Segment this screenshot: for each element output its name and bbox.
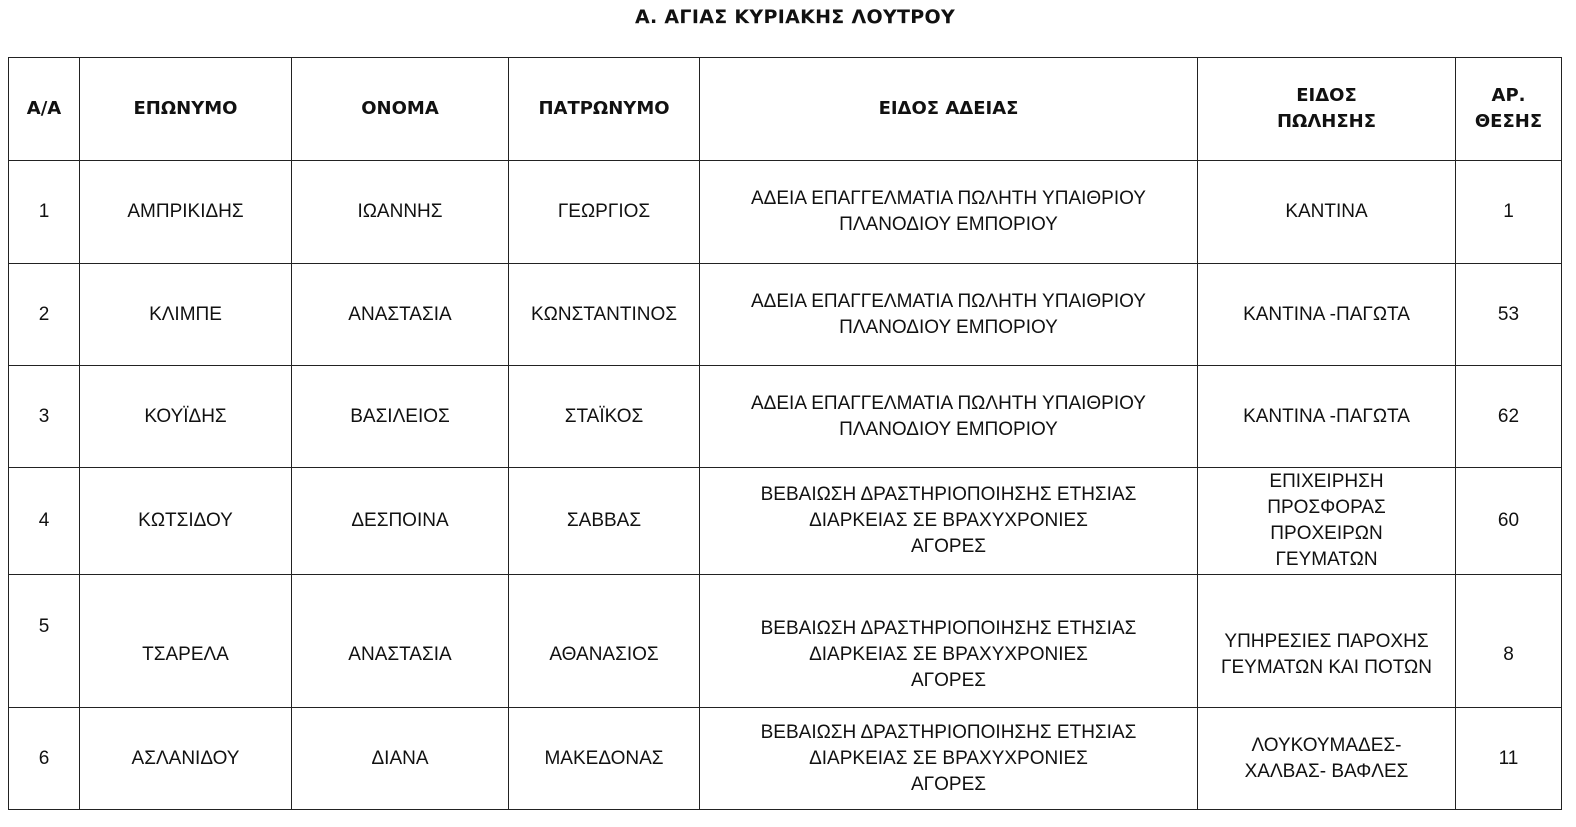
cell-aa-text: 3	[38, 405, 50, 427]
cell-license-type	[700, 366, 1198, 468]
cell-patronymic	[509, 264, 700, 366]
cell-name-text: ΑΝΑΣΤΑΣΙΑ	[348, 644, 452, 665]
cell-position	[1456, 264, 1562, 366]
cell-surname-text: ΚΩΤΣΙΔΟΥ	[138, 510, 233, 531]
table-body	[9, 161, 1562, 810]
cell-aa-text: 6	[38, 747, 50, 769]
cell-position	[1456, 161, 1562, 264]
cell-aa-text: 2	[38, 303, 50, 325]
cell-patronymic	[509, 575, 700, 708]
cell-surname-text: ΑΜΠΡΙΚΙΔΗΣ	[127, 201, 244, 222]
cell-license-type-line: ΒΕΒΑΙΩΣΗ ΔΡΑΣΤΗΡΙΟΠΟΙΗΣΗΣ ΕΤΗΣΙΑΣ	[760, 721, 1137, 743]
cell-name	[292, 161, 509, 264]
cell-license-type-line: ΠΛΑΝΟΔΙΟΥ ΕΜΠΟΡΙΟΥ	[839, 214, 1058, 235]
cell-position-text: 62	[1497, 405, 1520, 427]
cell-sale-type-line: ΚΑΝΤΙΝΑ -ΠΑΓΩΤΑ	[1243, 303, 1410, 325]
cell-position-text: 1	[1503, 201, 1514, 222]
cell-license-type-line: ΑΔΕΙΑ ΕΠΑΓΓΕΛΜΑΤΙΑ ΠΩΛΗΤΗ ΥΠΑΙΘΡΙΟΥ	[751, 290, 1146, 312]
cell-position-text: 60	[1497, 510, 1520, 531]
header-sale-type-line: ΠΩΛΗΣΗΣ	[1276, 111, 1377, 132]
cell-patronymic-text: ΓΕΩΡΓΙΟΣ	[557, 201, 651, 222]
cell-patronymic-text: ΣΤΑΪΚΟΣ	[564, 405, 644, 427]
header-sale-type	[1198, 58, 1456, 161]
cell-surname-text: ΑΣΛΑΝΙΔΟΥ	[131, 747, 240, 769]
cell-license-type-line: ΒΕΒΑΙΩΣΗ ΔΡΑΣΤΗΡΙΟΠΟΙΗΣΗΣ ΕΤΗΣΙΑΣ	[760, 618, 1137, 639]
cell-name	[292, 468, 509, 575]
cell-sale-type-line: ΓΕΥΜΑΤΩΝ ΚΑΙ ΠΟΤΩΝ	[1221, 657, 1432, 678]
cell-aa	[9, 161, 80, 264]
cell-license-type-line: ΔΙΑΡΚΕΙΑΣ ΣΕ ΒΡΑΧΥΧΡΟΝΙΕΣ	[809, 644, 1088, 665]
cell-sale-type-line: ΚΑΝΤΙΝΑ -ΠΑΓΩΤΑ	[1243, 405, 1410, 427]
table-row	[9, 708, 1562, 810]
cell-license-type	[700, 264, 1198, 366]
cell-aa	[9, 264, 80, 366]
cell-aa	[9, 708, 80, 810]
cell-surname-text: ΤΣΑΡΕΛΑ	[142, 644, 229, 665]
table-row	[9, 575, 1562, 708]
cell-patronymic	[509, 468, 700, 575]
cell-surname	[80, 708, 292, 810]
cell-patronymic-text: ΜΑΚΕΔΟΝΑΣ	[544, 747, 664, 769]
vendor-registry-table	[8, 57, 1562, 810]
cell-patronymic	[509, 161, 700, 264]
cell-license-type-line: ΠΛΑΝΟΔΙΟΥ ΕΜΠΟΡΙΟΥ	[839, 316, 1058, 338]
cell-license-type-line: ΒΕΒΑΙΩΣΗ ΔΡΑΣΤΗΡΙΟΠΟΙΗΣΗΣ ΕΤΗΣΙΑΣ	[760, 484, 1137, 505]
cell-license-type	[700, 468, 1198, 575]
header-aa: Α/Α	[9, 58, 80, 161]
cell-aa-text: 4	[38, 510, 50, 531]
cell-license-type-line: ΑΓΟΡΕΣ	[910, 773, 986, 795]
cell-license-type	[700, 575, 1198, 708]
cell-license-type-line: ΑΔΕΙΑ ΕΠΑΓΓΕΛΜΑΤΙΑ ΠΩΛΗΤΗ ΥΠΑΙΘΡΙΟΥ	[751, 392, 1146, 414]
cell-surname	[80, 575, 292, 708]
cell-patronymic-text: ΑΘΑΝΑΣΙΟΣ	[549, 644, 659, 665]
cell-position	[1456, 575, 1562, 708]
cell-sale-type	[1198, 264, 1456, 366]
table-row	[9, 366, 1562, 468]
header-position-line: ΘΕΣΗΣ	[1474, 111, 1543, 132]
cell-license-type-line: ΑΓΟΡΕΣ	[910, 536, 986, 557]
cell-sale-type-line: ΚΑΝΤΙΝΑ	[1285, 201, 1368, 222]
cell-position-text: 8	[1503, 644, 1514, 665]
cell-name-text: ΑΝΑΣΤΑΣΙΑ	[348, 303, 452, 325]
cell-patronymic	[509, 366, 700, 468]
cell-sale-type-line: ΓΕΥΜΑΤΩΝ	[1275, 549, 1378, 570]
cell-name-text: ΒΑΣΙΛΕΙΟΣ	[350, 405, 450, 427]
cell-license-type-line: ΠΛΑΝΟΔΙΟΥ ΕΜΠΟΡΙΟΥ	[839, 418, 1058, 440]
header-position-line: ΑΡ.	[1491, 85, 1526, 106]
cell-position-text: 53	[1497, 303, 1520, 325]
cell-sale-type-line: ΕΠΙΧΕΙΡΗΣΗ	[1269, 471, 1384, 492]
cell-sale-type	[1198, 366, 1456, 468]
cell-sale-type-line: ΧΑΛΒΑΣ- ΒΑΦΛΕΣ	[1244, 760, 1409, 782]
cell-sale-type	[1198, 468, 1456, 575]
cell-sale-type	[1198, 161, 1456, 264]
cell-license-type	[700, 708, 1198, 810]
cell-name	[292, 366, 509, 468]
cell-surname-text: ΚΟΥΪΔΗΣ	[144, 405, 227, 427]
table-header-row	[9, 58, 1562, 161]
cell-license-type-line: ΑΔΕΙΑ ΕΠΑΓΓΕΛΜΑΤΙΑ ΠΩΛΗΤΗ ΥΠΑΙΘΡΙΟΥ	[751, 188, 1146, 209]
header-position	[1456, 58, 1562, 161]
cell-surname	[80, 468, 292, 575]
cell-sale-type	[1198, 575, 1456, 708]
cell-sale-type-line: ΛΟΥΚΟΥΜΑΔΕΣ-	[1251, 734, 1402, 756]
header-surname: ΕΠΩΝΥΜΟ	[80, 58, 292, 161]
header-sale-type-line: ΕΙΔΟΣ	[1296, 85, 1357, 106]
cell-surname	[80, 366, 292, 468]
cell-name-text: ΔΕΣΠΟΙΝΑ	[351, 510, 449, 531]
cell-name	[292, 708, 509, 810]
cell-position	[1456, 366, 1562, 468]
cell-name-text: ΙΩΑΝΝΗΣ	[357, 201, 443, 222]
cell-aa	[9, 575, 80, 708]
cell-position	[1456, 708, 1562, 810]
cell-sale-type-line: ΠΡΟΣΦΟΡΑΣ	[1267, 497, 1386, 518]
cell-surname-text: ΚΛΙΜΠΕ	[149, 303, 222, 325]
header-name: ΟΝΟΜΑ	[292, 58, 509, 161]
page-title: Α. ΑΓΙΑΣ ΚΥΡΙΑΚΗΣ ΛΟΥΤΡΟΥ	[634, 6, 956, 28]
cell-surname	[80, 264, 292, 366]
cell-surname	[80, 161, 292, 264]
cell-patronymic	[509, 708, 700, 810]
table-row	[9, 264, 1562, 366]
cell-patronymic-text: ΣΑΒΒΑΣ	[566, 510, 642, 531]
header-license-type: ΕΙΔΟΣ ΑΔΕΙΑΣ	[700, 58, 1198, 161]
cell-aa	[9, 468, 80, 575]
cell-aa	[9, 366, 80, 468]
cell-name-text: ΔΙΑΝΑ	[371, 747, 429, 769]
cell-position	[1456, 468, 1562, 575]
cell-sale-type	[1198, 708, 1456, 810]
cell-sale-type-line: ΠΡΟΧΕΙΡΩΝ	[1270, 523, 1383, 544]
cell-license-type	[700, 161, 1198, 264]
cell-aa-text: 1	[38, 201, 50, 222]
cell-position-text: 11	[1498, 747, 1519, 769]
cell-name	[292, 264, 509, 366]
table-row	[9, 468, 1562, 575]
table-row	[9, 161, 1562, 264]
cell-name	[292, 575, 509, 708]
cell-aa-text: 5	[38, 616, 50, 637]
cell-license-type-line: ΔΙΑΡΚΕΙΑΣ ΣΕ ΒΡΑΧΥΧΡΟΝΙΕΣ	[809, 510, 1088, 531]
cell-license-type-line: ΑΓΟΡΕΣ	[910, 670, 986, 691]
cell-license-type-line: ΔΙΑΡΚΕΙΑΣ ΣΕ ΒΡΑΧΥΧΡΟΝΙΕΣ	[809, 747, 1088, 769]
cell-patronymic-text: ΚΩΝΣΤΑΝΤΙΝΟΣ	[530, 303, 678, 325]
cell-sale-type-line: ΥΠΗΡΕΣΙΕΣ ΠΑΡΟΧΗΣ	[1224, 631, 1429, 652]
header-patronymic: ΠΑΤΡΩΝΥΜΟ	[509, 58, 700, 161]
